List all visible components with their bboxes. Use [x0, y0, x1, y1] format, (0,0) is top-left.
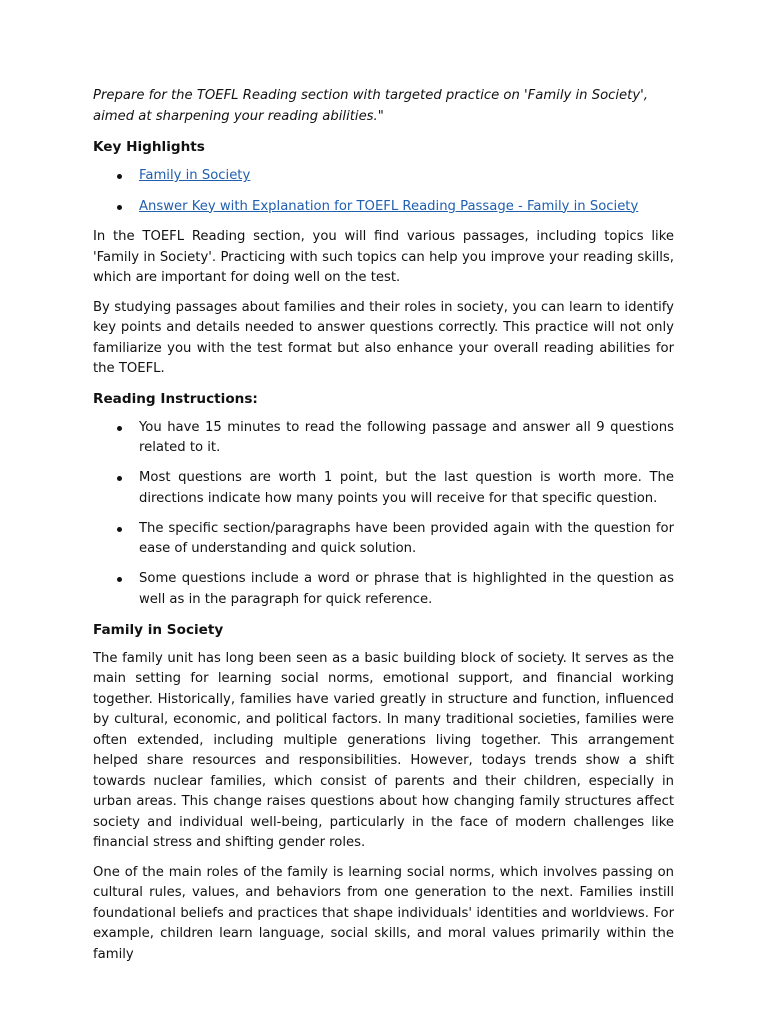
reading-instructions-list	[93, 418, 674, 611]
answer-key-link[interactable]: Answer Key with Explanation for TOEFL Reading Passage - Family in Society	[139, 198, 639, 214]
document-page	[93, 86, 674, 974]
intro-paragraph-2: By studying passages about families and their roles in society, you can learn to identify key points and details needed to answer questions correctly. This practice will not only familiarize you with the test format but also enhance your overall reading abilities for the TOEFL.	[93, 299, 674, 376]
intro-paragraph-1: In the TOEFL Reading section, you will find various passages, including topics like 'Family in Society'. Practicing with such topics can help you improve your reading skills, which are important for doing well on the test.	[93, 229, 674, 285]
intro-text: Prepare for the TOEFL Reading section with targeted practice on 'Family in Society', aimed at sharpening your reading abilities."	[93, 88, 648, 124]
reading-instructions-heading: Reading Instructions:	[93, 390, 258, 407]
instruction-item: Some questions include a word or phrase that is highlighted in the question as well as in the paragraph for quick reference.	[139, 569, 674, 610]
family-in-society-link[interactable]: Family in Society	[139, 168, 251, 183]
instruction-item: You have 15 minutes to read the following passage and answer all 9 questions related to it.	[139, 418, 674, 459]
key-highlights-list	[93, 166, 674, 217]
instruction-item: The specific section/paragraphs have been provided again with the question for ease of understanding and quick solution.	[139, 519, 674, 560]
list-item	[139, 197, 674, 218]
passage-heading: Family in Society	[93, 621, 224, 638]
passage-paragraph-2: One of the main roles of the family is learning social norms, which involves passing on cultural rules, values, and behaviors from one generation to the next. Families instill foundational beliefs and practices that shape individuals' identities and worldviews. For example, children learn language, social skills, and moral values primarily within the family	[93, 864, 674, 962]
key-highlights-heading: Key Highlights	[93, 139, 205, 155]
passage-paragraph-1: The family unit has long been seen as a basic building block of society. It serves as the main setting for learning social norms, emotional support, and financial working together. Historically, families have varied greatly in structure and function, influenced by cultural, economic, and political factors. In many traditional societies, families were often extended, including multiple generations living together. This arrangement helped share resources and responsibilities. However, todays trends show a shift towards nuclear families, which consist of parents and their children, especially in urban areas. This change raises questions about how changing family structures affect society and individual well-being, particularly in the face of modern challenges like financial stress and shifting gender roles.	[93, 650, 674, 850]
list-item	[139, 166, 674, 187]
instruction-item: Most questions are worth 1 point, but the last question is worth more. The directions indicate how many points you will receive for that specific question.	[139, 468, 674, 509]
